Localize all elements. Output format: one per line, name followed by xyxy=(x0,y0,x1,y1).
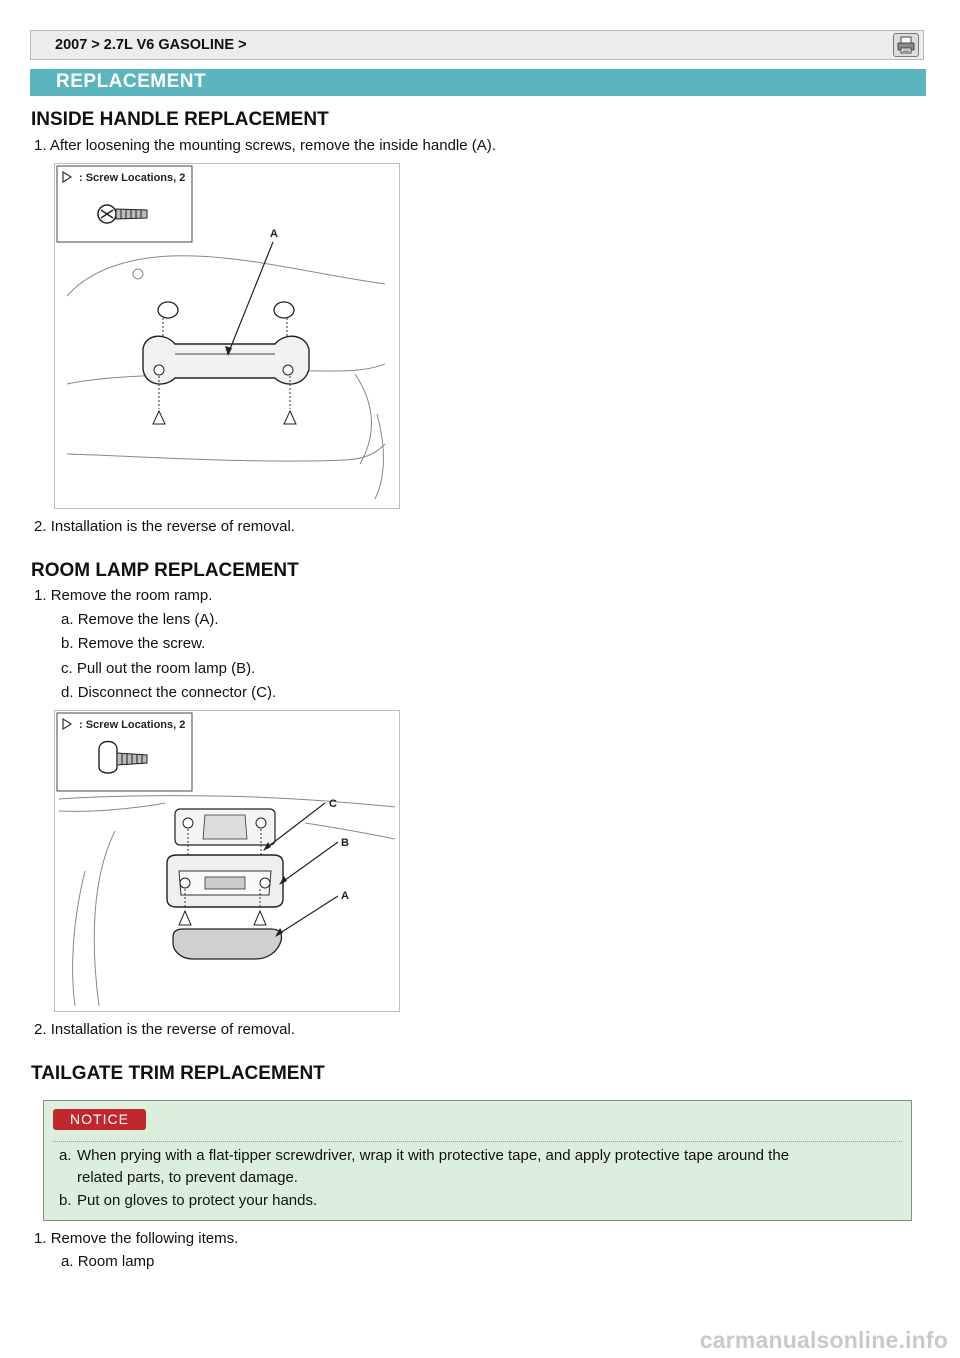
room-lamp-figure xyxy=(54,710,400,1012)
inside-handle-step-2: 2. Installation is the reverse of removal. xyxy=(34,518,295,535)
inside-handle-diagram xyxy=(55,164,399,508)
room-lamp-step-2: 2. Installation is the reverse of removal. xyxy=(34,1021,295,1038)
room-lamp-substep-b: b. Remove the screw. xyxy=(61,635,206,652)
notice-item-a-text: When prying with a flat-tipper screwdriver, wrap it with protective tape, and apply protective tape around the related parts, to prevent damage. xyxy=(77,1147,790,1186)
inside-handle-step-1: 1. After loosening the mounting screws, remove the inside handle (A). xyxy=(34,137,496,154)
room-lamp-substep-c: c. Pull out the room lamp (B). xyxy=(61,660,256,677)
notice-divider xyxy=(53,1141,902,1142)
notice-item-b-text: Put on gloves to protect your hands. xyxy=(77,1192,318,1209)
heading-room-lamp: ROOM LAMP REPLACEMENT xyxy=(31,560,299,581)
room-lamp-inset-caption: : Screw Locations, 2 xyxy=(79,719,186,731)
tailgate-step-1: 1. Remove the following items. xyxy=(34,1230,239,1247)
breadcrumb-text[interactable]: 2007 > 2.7L V6 GASOLINE > xyxy=(55,37,247,53)
printer-icon xyxy=(894,34,918,56)
label-c: C xyxy=(329,798,337,810)
notice-item-a: a. xyxy=(59,1147,72,1164)
watermark: carmanualsonline.info xyxy=(699,1327,948,1353)
room-lamp-diagram xyxy=(55,711,399,1011)
room-lamp-substep-a: a. Remove the lens (A). xyxy=(61,611,219,628)
breadcrumb xyxy=(30,30,924,60)
label-a: A xyxy=(341,890,349,902)
label-a: A xyxy=(270,228,278,240)
notice-item-b: b. xyxy=(59,1192,72,1209)
inside-handle-inset-caption: : Screw Locations, 2 xyxy=(79,172,186,184)
room-lamp-step-1: 1. Remove the room ramp. xyxy=(34,587,213,604)
notice-box xyxy=(43,1100,912,1221)
room-lamp-substep-d: d. Disconnect the connector (C). xyxy=(61,684,277,701)
label-b: B xyxy=(341,837,349,849)
notice-badge: NOTICE xyxy=(53,1109,146,1130)
tailgate-substep-a: a. Room lamp xyxy=(61,1253,155,1270)
print-button[interactable] xyxy=(893,33,919,57)
heading-inside-handle: INSIDE HANDLE REPLACEMENT xyxy=(31,109,329,130)
section-banner xyxy=(30,69,926,96)
inside-handle-figure xyxy=(54,163,400,509)
section-title: REPLACEMENT xyxy=(56,71,207,92)
heading-tailgate: TAILGATE TRIM REPLACEMENT xyxy=(31,1063,325,1084)
